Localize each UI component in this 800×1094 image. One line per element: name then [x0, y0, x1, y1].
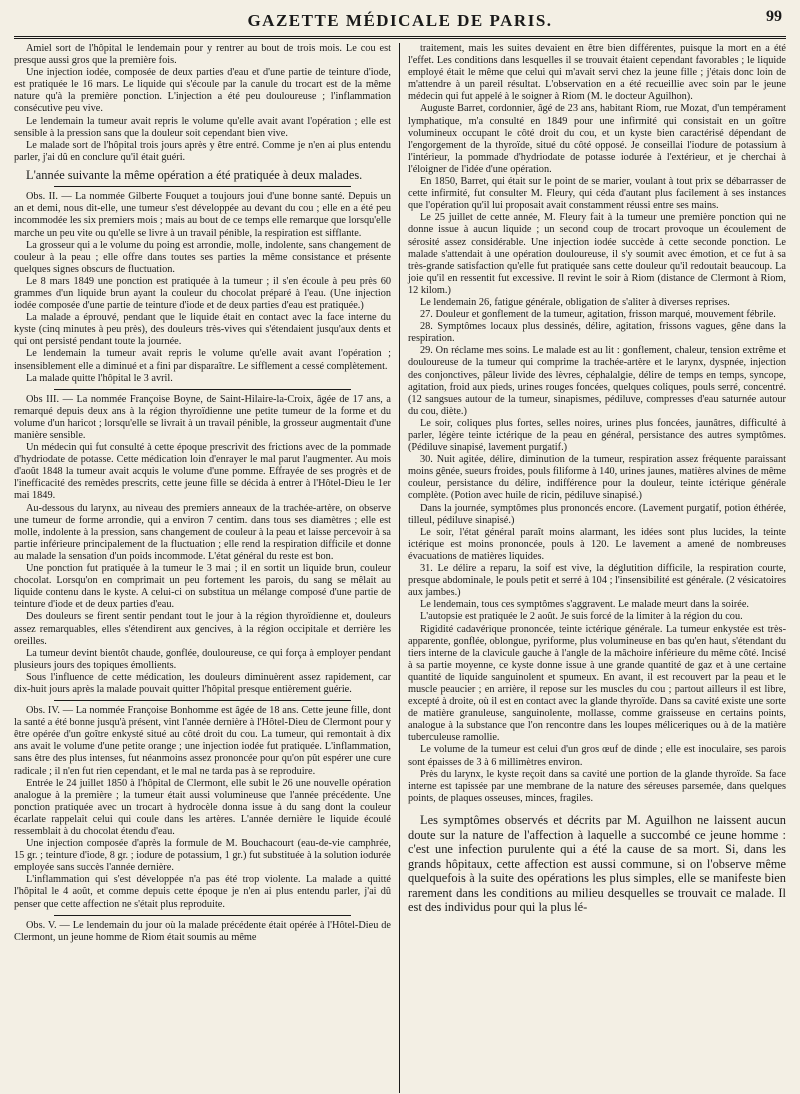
paragraph: Le lendemain la tumeur avait repris le volume qu'elle avait avant l'opération ; insensiblement elle a diminué et a fini par disparaître. Le sifflement a cessé complètement. — [14, 348, 391, 372]
paragraph: Le soir, coliques plus fortes, selles noires, urines plus foncées, jaunâtres, difficulté à parler, légère teinte ictérique de la peau en général, persistance des autres symptômes. (Pédiluve sinapisé, lavement purgatif.) — [408, 417, 786, 454]
paragraph: Amiel sort de l'hôpital le lendemain pour y rentrer au bout de trois mois. Le cou est presque aussi gros que la première fois. — [14, 43, 391, 67]
paragraph: 28. Symptômes locaux plus dessinés, délire, agitation, frissons vagues, gêne dans la respiration. — [408, 321, 786, 345]
paragraph: Des douleurs se firent sentir pendant tout le jour à la région thyroïdienne et, douleurs assez remarquables, elles s'étendirent aux gencives, à la région occipitale et derrière les oreilles. — [14, 611, 391, 647]
paragraph: Auguste Barret, cordonnier, âgé de 23 ans, habitant Riom, rue Mozat, d'un tempérament lymphatique, m'a consulté en 1849 pour une infirmité qui consistait en un goître volumineux occupant le côté droit du cou, et un kyste bien caractérisé dépendant de l'engorgement de la thyroïde, situé du côté opposé. Je conseillai l'iodure de potassium à l'intérieur, la pommade d'hydriodate de potasse iodurée à l'extérieur, et je cherchai à l'éloigner de l'idée d'une opération. — [408, 103, 786, 175]
paragraph: Entrée le 24 juillet 1850 à l'hôpital de Clermont, elle subit le 26 une nouvelle opération analogue à la première ; la tumeur était aussi volumineuse que l'année précédente. Une ponction pratiquée avec un trocart à hydrocèle donna issue à du sang dont la couleur écarlate rappelait celui qui coule dans les artères. L'année dernière le liquide écoulé ressemblait à du chocolat étendu d'eau. — [14, 777, 391, 838]
paragraph: Le lendemain la tumeur avait repris le volume qu'elle avait avant l'opération ; elle est sensible à la pression sans que la douleur soit cependant bien vive. — [14, 115, 391, 139]
paragraph: Le malade sort de l'hôpital trois jours après y être entré. Comme je n'en ai plus entendu parler, j'ai dû en conclure qu'il était guéri. — [14, 139, 391, 163]
paragraph: L'autopsie est pratiquée le 2 août. Je suis forcé de la limiter à la région du cou. — [420, 611, 743, 623]
paragraph: Le volume de la tumeur est celui d'un gros œuf de dinde ; elle est inoculaire, ses parois sont épaisses de 3 à 6 millimètres environ. — [408, 744, 786, 768]
paragraph: Le lendemain 26, fatigue générale, obligation de s'aliter à diverses reprises. — [420, 296, 730, 308]
section-intro: L'année suivante la même opération a été pratiquée à deux malades. — [26, 167, 363, 182]
paragraph: La malade quitte l'hôpital le 3 avril. — [26, 372, 173, 384]
paragraph: Près du larynx, le kyste reçoit dans sa cavité une portion de la glande thyroïde. Sa face interne est tapissée par une membrane de la nature des séreuses parsemée, dans quelques points, de plaques osseuses, minces, fragiles. — [408, 768, 786, 804]
observation-2: Obs. II. — La nommée Gilberte Fouquet a toujours joui d'une bonne santé. Depuis un an et demi, nous dit-elle, une tumeur s'est développée au devant du cou ; elle en a été peu incommodée les six premiers mois ; mais au bout de ce temps elle remarque que lorsqu'elle marche un peu vite ou qu'elle se livre à un travail pénible, la respiration est sifflante. — [14, 191, 391, 239]
paragraph: Le 8 mars 1849 une ponction est pratiquée à la tumeur ; il s'en écoule à peu près 60 grammes d'un liquide brun ayant la couleur du chocolat préparé à l'eau. (Une injection iodée composée d'une partie de teinture d'iode et de deux parties d'eau est pratiquée.) — [14, 275, 391, 312]
paragraph: Une ponction fut pratiquée à la tumeur le 3 mai ; il en sortit un liquide brun, couleur chocolat. Lorsqu'on en comprimait un peu fortement les parois, du sang se mêlait au liquide contenu dans le kyste. A celui-ci on substitua un mélange composé d'une partie de teinture d'iode et de deux parties d'eau. — [14, 563, 391, 611]
page-number: 99 — [766, 8, 782, 25]
paragraph: Rigidité cadavérique prononcée, teinte ictérique générale. La tumeur enkystée est très-apparente, gonflée, oblongue, pyriforme, plus volumineuse en bas qu'en haut, s'étendant du tiers interne de la clavicule gauche à l'angle de la mâchoire inférieure du même côté. Incisé à sa partie moyenne, ce kyste donne issue à une grande quantité de gaz et à une certaine quantité de liquide sanguinolent et spumeux. En avant, il est recouvert par la peau et le muscle peaucier ; en arrière, il repose sur les muscles du cou ; partout ailleurs il est libre, excepté à droite, où il est en contact avec la glande thyroïde. Dans sa cavité existe une sorte de matière granuleuse, sanguinolente, mollasse, comme graisseuse en certains points, analogue à la substance que l'on rencontre dans les loupes méliceriques ou à de la matière tuberculeuse ramollie. — [408, 623, 786, 744]
paragraph: 27. Douleur et gonflement de la tumeur, agitation, frisson marqué, mouvement fébrile. — [420, 309, 776, 321]
paragraph: 29. On réclame mes soins. Le malade est au lit : gonflement, chaleur, tension extrême et douloureuse de la tumeur qui comprime la trachée-artère et le larynx, dyspnée, injection des conjonctives, pâleur livide des lèvres, céphalalgie, délire de temps en temps, syncope, agitation, froid aux pieds, urines rouges foncées, quelques coliques, pouls serré, concentré. (12 sangsues autour de la tumeur, sinapismes, pédiluve, compresses d'eau saturnée autour du cou, diète.) — [408, 345, 786, 417]
paragraph: En 1850, Barret, qui était sur le point de se marier, voulant à tout prix se débarrasser de cette infirmité, fut consulter M. Fleury, qui céda d'autant plus facilement à ses instances que l'opération qu'il lui proposait avait constamment réussi entre ses mains. — [408, 176, 786, 212]
paragraph: La tumeur devint bientôt chaude, gonflée, douloureuse, ce qui força à employer pendant plusieurs jours des topiques émollients. — [14, 647, 391, 671]
observation-5: Obs. V. — Le lendemain du jour où la malade précédente était opérée à l'Hôtel-Dieu de Clermont, un jeune homme de Riom était soumis au même — [14, 919, 391, 943]
paragraph: Le lendemain, tous ces symptômes s'aggravent. Le malade meurt dans la soirée. — [420, 599, 749, 611]
left-column — [14, 43, 400, 1093]
paragraph: Au-dessous du larynx, au niveau des premiers anneaux de la trachée-artère, on observe une tumeur de forme arrondie, qui a environ 7 centim. dans tous ses diamètres ; elle est molle, indolente à la pression, sans changement de couleur à la peau et laisse percevoir à sa partie inférieure principalement de la fluctuation ; elle rend la respiration difficile et donne au malade la sensation d'un poids incommode. L'état général du reste est bon. — [14, 502, 391, 562]
paragraph: 31. Le délire a reparu, la soif est vive, la déglutition difficile, la respiration courte, presque abdominale, le pouls petit et serré à 104 ; l'insensibilité est générale. (2 vésicatoires aux jambes.) — [408, 563, 786, 599]
paragraph: Une injection iodée, composée de deux parties d'eau et d'une partie de teinture d'iode, est pratiquée le 16 mars. Le liquide qui s'écoule par la canule du trocart est de la même nature qu'à la première ponction. L'injection a été peu douloureuse ; l'inflammation consécutive peu vive. — [14, 67, 391, 115]
observation-4: Obs. IV. — La nommée Françoise Bonhomme est âgée de 18 ans. Cette jeune fille, dont la santé a été bonne jusqu'à présent, vint l'année dernière à l'Hôtel-Dieu de Clermont pour y être opérée d'un goître enkysté situé au côté droit du cou. La tumeur, qui remontait à dix ans avait le volume d'une petite orange ; une injection iodée fut pratiquée. L'inflammation, sans être des plus intenses, fut néanmoins assez prononcée pour qu'on pût espérer une cure radicale ; il n'en fut rien cependant, et le mal ne tarda pas à se reproduire. — [14, 705, 391, 777]
paragraph: Un médecin qui fut consulté à cette époque prescrivit des frictions avec de la pommade d'hydriodate de potasse. Cette médication loin d'enrayer le mal parut l'augmenter. Au mois d'août 1848 la tumeur avait acquis le volume d'une pomme. Effrayée de ses progrès et de l'inefficacité des remèdes prescrits, cette jeune fille se décida à entrer à l'Hôtel-Dieu le 1er mai 1849. — [14, 442, 391, 502]
paragraph: La malade a éprouvé, pendant que le liquide était en contact avec la face interne du kyste (cinq minutes à peu près), des douleurs très-vives qui s'étendaient jusqu'aux dents et qui ont persisté pendant toute la journée. — [14, 312, 391, 348]
journal-title: GAZETTE MÉDICALE DE PARIS. — [243, 6, 556, 37]
divider — [54, 186, 351, 187]
paragraph: 30. Nuit agitée, délire, diminution de la tumeur, respiration assez fréquente paraissant moins gênée, sueurs froides, pouls filiforme à 140, urines jaunes, matières alvines de même couleur, persistance du délire, indifférence pour la douleur, teinte ictérique générale complète. (Potion avec huile de ricin, pédiluve sinapisé.) — [408, 454, 786, 502]
paragraph: La grosseur qui a le volume du poing est arrondie, molle, indolente, sans changement de couleur à la peau ; elle offre dans toutes ses parties la même consistance et présente quelques signes obscurs de fluctuation. — [14, 239, 391, 275]
divider — [54, 389, 351, 390]
masthead — [14, 6, 786, 39]
paragraph: Le 25 juillet de cette année, M. Fleury fait à la tumeur une première ponction qui ne donne issue à aucun liquide ; un second coup de trocart provoque un écoulement de sérosité assez considérable. Une injection iodée succède à cette seconde ponction. Le malade s'attendait à une opération douloureuse, il s'y soumit avec émotion, et ce fut à sa très-grande satisfaction qu'elle fut pratiquée sans cette douleur qu'il redoutait beaucoup. La joie qu'il en ressentit fut excessive. Il revint le soir à Riom (distance de Clermont à Riom, 12 kilom.) — [408, 212, 786, 296]
divider — [54, 700, 351, 701]
columns — [14, 43, 786, 1093]
paragraph: L'inflammation qui s'est développée n'a pas été trop violente. La malade a quitté l'hôpital le 4 août, et comme depuis cette époque je n'en ai plus entendu parler, j'ai dû penser que cette affection ne s'était plus reproduite. — [14, 874, 391, 910]
paragraph: Sous l'influence de cette médication, les douleurs diminuèrent assez rapidement, car dix-huit jours après la malade pouvait quitter l'hôpital presque entièrement guérie. — [14, 671, 391, 695]
paragraph: Une injection composée d'après la formule de M. Bouchacourt (eau-de-vie camphrée, 15 gr. ; teinture d'iode, 8 gr. ; iodure de potassium, 1 gr.) fut substituée à la solution iodurée employée sans succès l'année dernière. — [14, 838, 391, 874]
paragraph: Le soir, l'état général paraît moins alarmant, les idées sont plus lucides, la teinte ictérique est moins prononcée, pouls à 120. Le lavement a amené de nombreuses évacuations de matières liquides. — [408, 526, 786, 562]
divider — [54, 915, 351, 916]
right-column — [400, 43, 786, 1093]
paragraph: traitement, mais les suites devaient en être bien différentes, puisque la mort en a été l'effet. Les conditions dans lesquelles il se trouvait étaient cependant favorables ; le liquide employé était le même que celui qui m'avait servi chez la jeune fille ; j'étais donc loin de m'attendre à un pareil résultat. L'observation en a été recueillie avec soin par le jeune médecin qui fut appelé à le soigner à Riom (M. le docteur Aguilhon). — [408, 43, 786, 103]
observation-3: Obs III. — La nommée Françoise Boyne, de Saint-Hilaire-la-Croix, âgée de 17 ans, a remarqué depuis deux ans à la région thyroïdienne une petite tumeur de la forme et du volume d'un haricot ; lorsqu'elle se livrait à un travail pénible, la grosseur augmentait d'une manière sensible. — [14, 393, 391, 442]
paragraph: Dans la journée, symptômes plus prononcés encore. (Lavement purgatif, potion éthérée, tilleul, pédiluve sinapisé.) — [408, 502, 786, 526]
commentary: Les symptômes observés et décrits par M. Aguilhon ne laissent aucun doute sur la nature de l'affection à laquelle a succombé ce jeune homme : c'est une infection purulente qui a été la cause de sa mort. Si, dans les grands hôpitaux, cette affection est aussi commune, si on l'observe même quelquefois à la suite des opérations les plus simples, elle se manifeste bien rarement dans les conditions au milieu desquelles se trouvait ce malade. Il est des individus pour qui la plus lé- — [408, 812, 786, 915]
